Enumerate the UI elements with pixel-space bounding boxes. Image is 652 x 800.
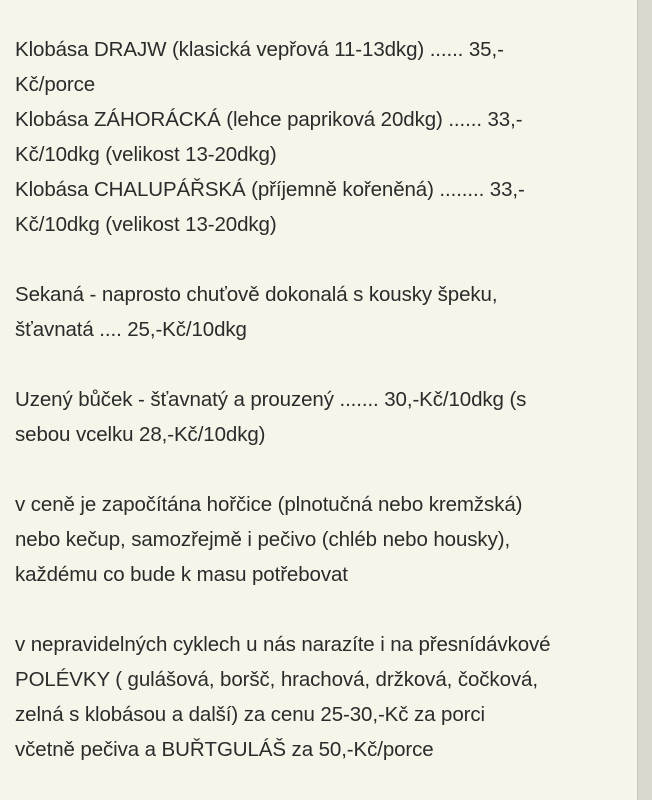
bucek-item xyxy=(15,382,625,452)
sausage-item xyxy=(15,172,625,242)
text-line: zelná s klobásou a další) za cenu 25-30,-Kč za porci xyxy=(15,703,485,726)
text-line: v nepravidelných cyklech u nás narazíte i na přesnídávkové xyxy=(15,633,551,656)
text-line: včetně pečiva a BUŘTGULÁŠ za 50,-Kč/porce xyxy=(15,738,434,761)
text-line: v ceně je započítána hořčice (plnotučná nebo kremžská) xyxy=(15,493,523,516)
text-line: Kč/10dkg (velikost 13-20dkg) xyxy=(15,213,277,236)
soups-note xyxy=(15,627,625,767)
included-note xyxy=(15,487,625,592)
scrollbar-track[interactable] xyxy=(639,0,652,800)
text-line: Kč/10dkg (velikost 13-20dkg) xyxy=(15,143,277,166)
text-line: Klobása ZÁHORÁCKÁ (lehce papriková 20dkg) ...... 33,- xyxy=(15,108,523,131)
text-line: nebo kečup, samozřejmě i pečivo (chléb nebo housky), xyxy=(15,528,511,551)
sekana-item xyxy=(15,277,625,347)
sausage-item xyxy=(15,32,625,102)
text-line: Kč/porce xyxy=(15,73,96,96)
sausage-item xyxy=(15,102,625,172)
text-line: Klobása CHALUPÁŘSKÁ (příjemně kořeněná) ........ 33,- xyxy=(15,178,525,201)
paragraph-gap xyxy=(15,452,625,487)
text-line: POLÉVKY ( gulášová, boršč, hrachová, držková, čočková, xyxy=(15,668,538,691)
text-line: každému co bude k masu potřebovat xyxy=(15,563,348,586)
paragraph-gap xyxy=(15,592,625,627)
text-line: sebou vcelku 28,-Kč/10dkg) xyxy=(15,423,266,446)
text-line: Klobása DRAJW (klasická vepřová 11-13dkg) ...... 35,- xyxy=(15,38,504,61)
post-text xyxy=(15,32,625,767)
paragraph-gap xyxy=(15,242,625,277)
paragraph-gap xyxy=(15,347,625,382)
text-line: šťavnatá .... 25,-Kč/10dkg xyxy=(15,318,247,341)
text-line: Sekaná - naprosto chuťově dokonalá s kousky špeku, xyxy=(15,283,498,306)
text-line: Uzený bůček - šťavnatý a prouzený ....... 30,-Kč/10dkg (s xyxy=(15,388,527,411)
